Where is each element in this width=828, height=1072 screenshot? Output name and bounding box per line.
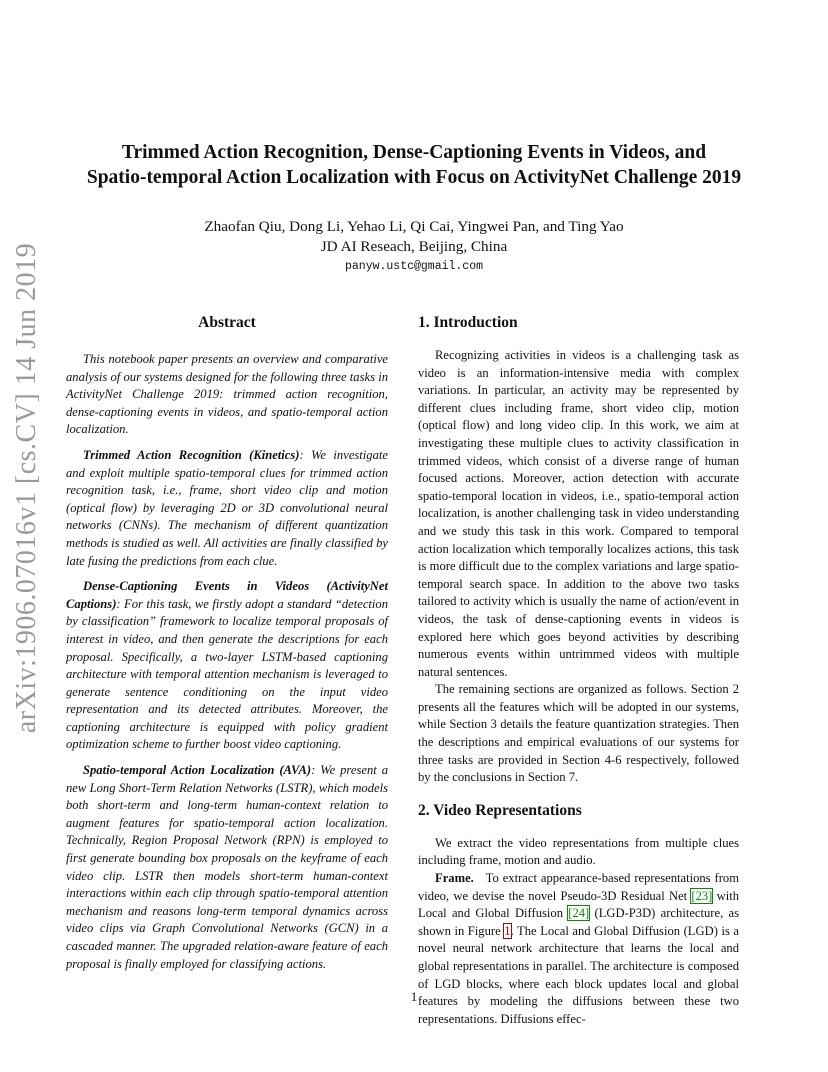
introduction-paragraph-1: Recognizing activities in videos is a challenging task as video is an information-intensive media with complex variations. In particular, an activity may be represented by different clues including frame, short video clip, motion (optical flow) and long video clip. In this work, we aim at investigating these multiple clues to activity classification in trimmed videos, which consist of a diverse range of human focused actions. Moreover, action detection with accurate spatio-temporal location in videos, i.e., spatio-temporal action localization, is another challenging task in video understanding and we study this task in this work. Compared to temporal action localization which temporally localizes actions, this task is more difficult due to the complex variations and large spatio-temporal search space. In addition to the above two tasks tailored to activity which is usually the name of action/event in videos, the task of dense-captioning events in videos is explored here which goes beyond activities by describing numerous events within untrimmed videos with multiple natural sentences. — [418, 348, 739, 679]
abstract-paragraph-kinetics — [66, 447, 388, 570]
paper-title — [40, 140, 788, 190]
frame-text-d: . The Local and Global Diffusion (LGD) is a novel neural network architecture that learns the local and global representations in parallel. The architecture is composed of LGD blocks, where each block updates local and global features by modeling the diffusions between these two representations. Diffusions effec- — [418, 923, 739, 1026]
abstract-paragraph-ava — [66, 762, 388, 973]
left-column — [66, 313, 388, 981]
ava-task-name: Spatio-temporal Action Localization (AVA) — [83, 763, 312, 778]
section-gap — [418, 787, 739, 801]
captions-task-text: : For this task, we firstly adopt a standard “detection by classification” framework to localize temporal proposals of interest in video, and then generate the descriptions for each proposal. Specifically, a two-layer LSTM-based captioning architecture with temporal attention mechanism is leveraged to generate sentence conditioning on the input video representation and its detected attributes. Moreover, the captioning architecture is equipped with policy gradient optimization scheme to further boost video captioning. — [66, 596, 388, 752]
abstract-paragraph-captions — [66, 578, 388, 754]
abstract-heading: Abstract — [198, 314, 256, 331]
figure-link-1[interactable]: 1 — [504, 923, 511, 938]
video-representations-paragraph-1: We extract the video representations from multiple clues including frame, motion and audio. — [418, 835, 739, 868]
introduction-paragraph-2: The remaining sections are organized as follows. Section 2 presents all the features which will be adopted in our systems, while Section 3 details the feature quantization strategies. Then the descriptions and empirical evaluations of our systems for three tasks are provided in Section 4-6 respectively, followed by the conclusions in Section 7. — [418, 682, 739, 785]
page-number: 1 — [410, 989, 418, 1004]
author-list: Zhaofan Qiu, Dong Li, Yehao Li, Qi Cai, Yingwei Pan, and Ting Yao — [204, 218, 624, 235]
abstract-body — [66, 351, 388, 973]
frame-text-a: To extract appearance-based representations from video, we devise the novel Pseudo-3D Residual Net — [418, 871, 739, 903]
captions-task-name: Dense-Captioning Events in Videos (ActivityNet Captions) — [66, 579, 388, 611]
frame-text-c: (LGD-P3D) architecture, as shown in Figure — [418, 906, 739, 938]
affiliation: JD AI Reseach, Beijing, China — [320, 238, 508, 255]
introduction-heading: 1. Introduction — [418, 314, 518, 331]
citation-link-24[interactable]: [24] — [568, 906, 590, 921]
arxiv-side-stamp — [8, 242, 46, 734]
author-block — [40, 217, 788, 257]
frame-subheading: Frame. — [435, 871, 474, 886]
kinetics-task-text: : We investigate and exploit multiple spatio-temporal clues for trimmed action recognition task, i.e., frame, short video clip and motion (optical flow) by leveraging 2D or 3D convolutional neural networks (CNNs). The mechanism of different quantization methods is studied as well. All activities are finally classified by late fusing the predictions from each clue. — [66, 447, 388, 568]
title-line-2: Spatio-temporal Action Localization with Focus on ActivityNet Challenge 2019 — [86, 167, 742, 188]
frame-text-b: with Local and Global Diffusion — [418, 888, 739, 921]
contact-email[interactable]: panyw.ustc@gmail.com — [344, 260, 484, 273]
video-representations-heading: 2. Video Representations — [418, 801, 582, 819]
citation-link-23[interactable]: [23] — [691, 888, 713, 903]
ava-task-text: : We present a new Long Short-Term Relation Networks (LSTR), which models both short-term and long-term human-context relation to augment features for spatio-temporal action localization. Technically, Region Proposal Network (RPN) is employed to first generate bounding box proposals on the keyframe of each video clip. LSTR then models short-term human-context interactions within each clip through spatio-temporal attention mechanism and reasons long-term temporal dynamics across video clips via Graph Convolutional Networks (GCN) in a cascaded manner. The upgraded relation-aware feature of each proposal is finally employed for classifying actions. — [66, 763, 388, 971]
abstract-paragraph-overview: This notebook paper presents an overview and comparative analysis of our systems designed for the following three tasks in ActivityNet Challenge 2019: trimmed action recognition, dense-captioning events in videos, and spatio-temporal action localization. — [66, 352, 388, 437]
arxiv-identifier: arXiv:1906.07016v1 [cs.CV] 14 Jun 2019 — [11, 242, 42, 734]
right-column — [418, 313, 739, 1028]
kinetics-task-name: Trimmed Action Recognition (Kinetics) — [83, 447, 300, 462]
title-line-1: Trimmed Action Recognition, Dense-Captioning Events in Videos, and — [121, 142, 707, 163]
